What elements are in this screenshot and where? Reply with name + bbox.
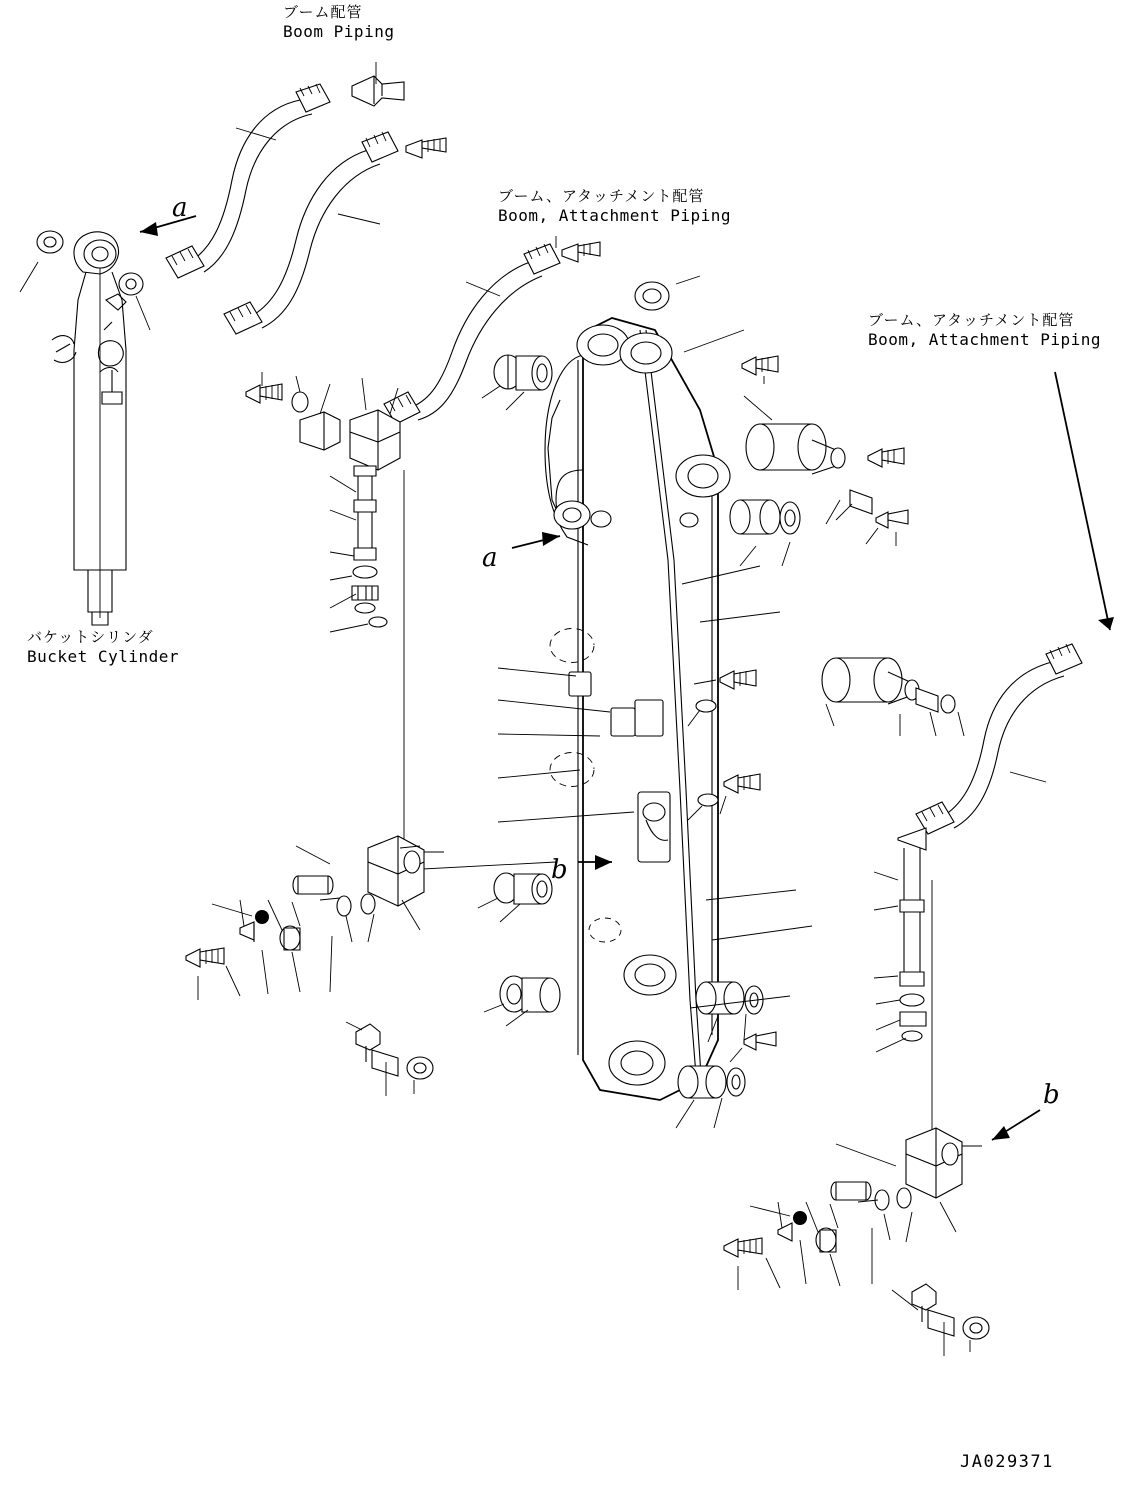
callout-a-center: a <box>482 543 498 573</box>
bucket-cylinder <box>20 231 150 625</box>
boom-attachment-hose-right <box>916 372 1114 834</box>
bucket-cylinder-label-jp: バケットシリンダ <box>27 628 154 646</box>
drawing-number: JA029371 <box>960 1452 1054 1472</box>
boom-attachment-hose-center <box>384 236 600 424</box>
right-lower-valve-block <box>724 828 989 1356</box>
callout-b-center: b <box>551 855 568 885</box>
boom-attachment-piping-label-right <box>868 310 1101 350</box>
bucket-cylinder-label <box>27 627 179 667</box>
boom-piping-hoses <box>166 62 446 334</box>
boom-piping-label <box>283 2 394 42</box>
boom-piping-label-en: Boom Piping <box>283 22 395 41</box>
boom-attachment-piping-label-right-jp: ブーム、アタッチメント配管 <box>868 311 1075 329</box>
left-lower-valve-block <box>186 836 444 1096</box>
boom-piping-label-jp: ブーム配管 <box>283 3 363 21</box>
left-bushings <box>478 355 560 1026</box>
callout-b-right: b <box>1043 1080 1060 1110</box>
left-hardware-cluster <box>246 372 400 632</box>
boom-attachment-piping-label-top-en: Boom, Attachment Piping <box>498 206 732 225</box>
bucket-cylinder-label-en: Bucket Cylinder <box>27 647 179 666</box>
callout-a-left: a <box>172 193 188 223</box>
boom-attachment-piping-label-top-jp: ブーム、アタッチメント配管 <box>498 187 705 205</box>
boom-attachment-piping-label-top <box>498 186 731 226</box>
boom-attachment-piping-label-right-en: Boom, Attachment Piping <box>868 330 1102 349</box>
